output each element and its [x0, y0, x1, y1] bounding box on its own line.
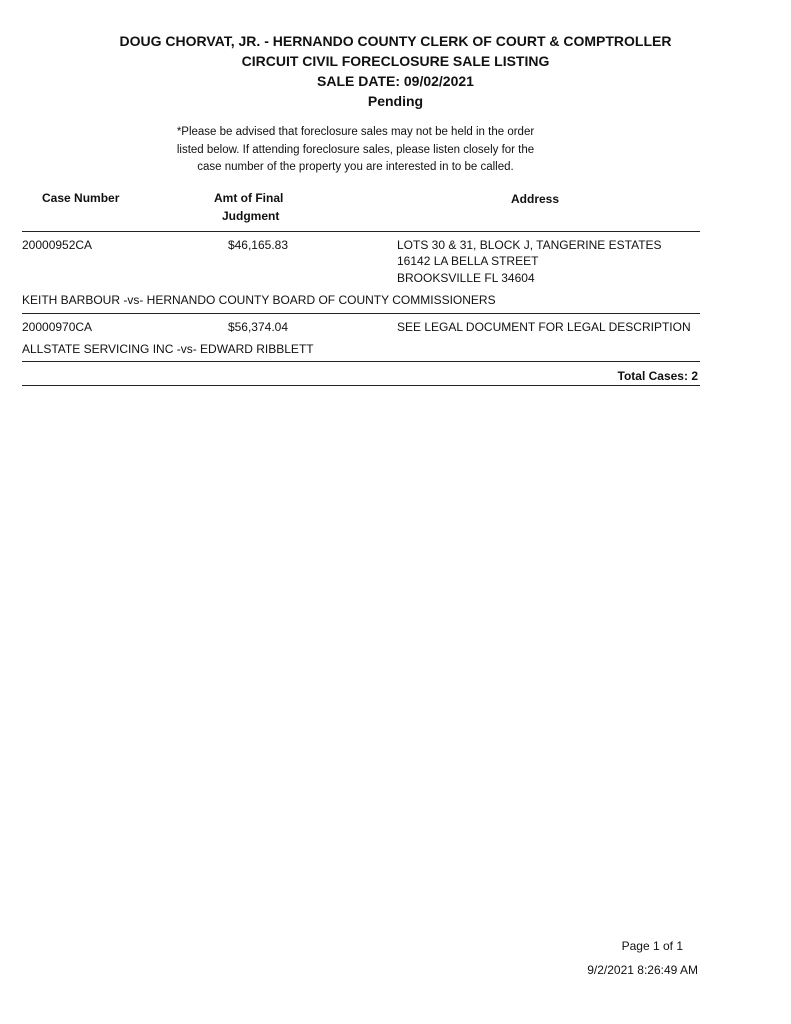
case-number: 20000952CA	[22, 238, 93, 252]
case-number: 20000970CA	[22, 320, 93, 334]
clerk-title: DOUG CHORVAT, JR. - HERNANDO COUNTY CLERK OF COURT & COMPTROLLER	[119, 33, 672, 49]
case-parties: KEITH BARBOUR -vs- HERNANDO COUNTY BOARD OF COUNTY COMMISSIONERS	[22, 293, 496, 307]
row-rule	[22, 313, 700, 314]
address-line: SEE LEGAL DOCUMENT FOR LEGAL DESCRIPTION	[397, 320, 691, 334]
notice-line: case number of the property you are interested in to be called.	[197, 161, 514, 173]
column-header-case-number: Case Number	[42, 191, 120, 205]
summary-rule-top	[22, 361, 700, 362]
address-line: BROOKSVILLE FL 34604	[397, 271, 535, 285]
listing-title: CIRCUIT CIVIL FORECLOSURE SALE LISTING	[241, 53, 550, 69]
notice	[0, 124, 711, 177]
notice-line: *Please be advised that foreclosure sales may not be held in the order	[176, 126, 535, 138]
judgment-amount: $56,374.04	[227, 320, 288, 334]
print-timestamp: 9/2/2021 8:26:49 AM	[587, 963, 698, 977]
column-header-address: Address	[511, 192, 560, 206]
status-label: Pending	[367, 93, 424, 109]
header-rule	[22, 231, 700, 232]
column-header-amount-line1: Amt of Final	[214, 191, 284, 205]
column-header-amount	[214, 189, 283, 225]
case-parties: ALLSTATE SERVICING INC -vs- EDWARD RIBBLETT	[22, 342, 314, 356]
address-line: LOTS 30 & 31, BLOCK J, TANGERINE ESTATES	[397, 238, 662, 252]
summary-rule-bottom	[22, 385, 700, 386]
judgment-amount: $46,165.83	[227, 238, 288, 252]
address-line: 16142 LA BELLA STREET	[397, 254, 539, 268]
page-number: Page 1 of 1	[621, 939, 683, 953]
column-header-amount-line2: Judgment	[222, 209, 280, 223]
notice-line: listed below. If attending foreclosure sales, please listen closely for the	[176, 143, 535, 156]
sale-date: SALE DATE: 09/02/2021	[317, 73, 474, 89]
total-cases: Total Cases: 2	[617, 369, 698, 383]
